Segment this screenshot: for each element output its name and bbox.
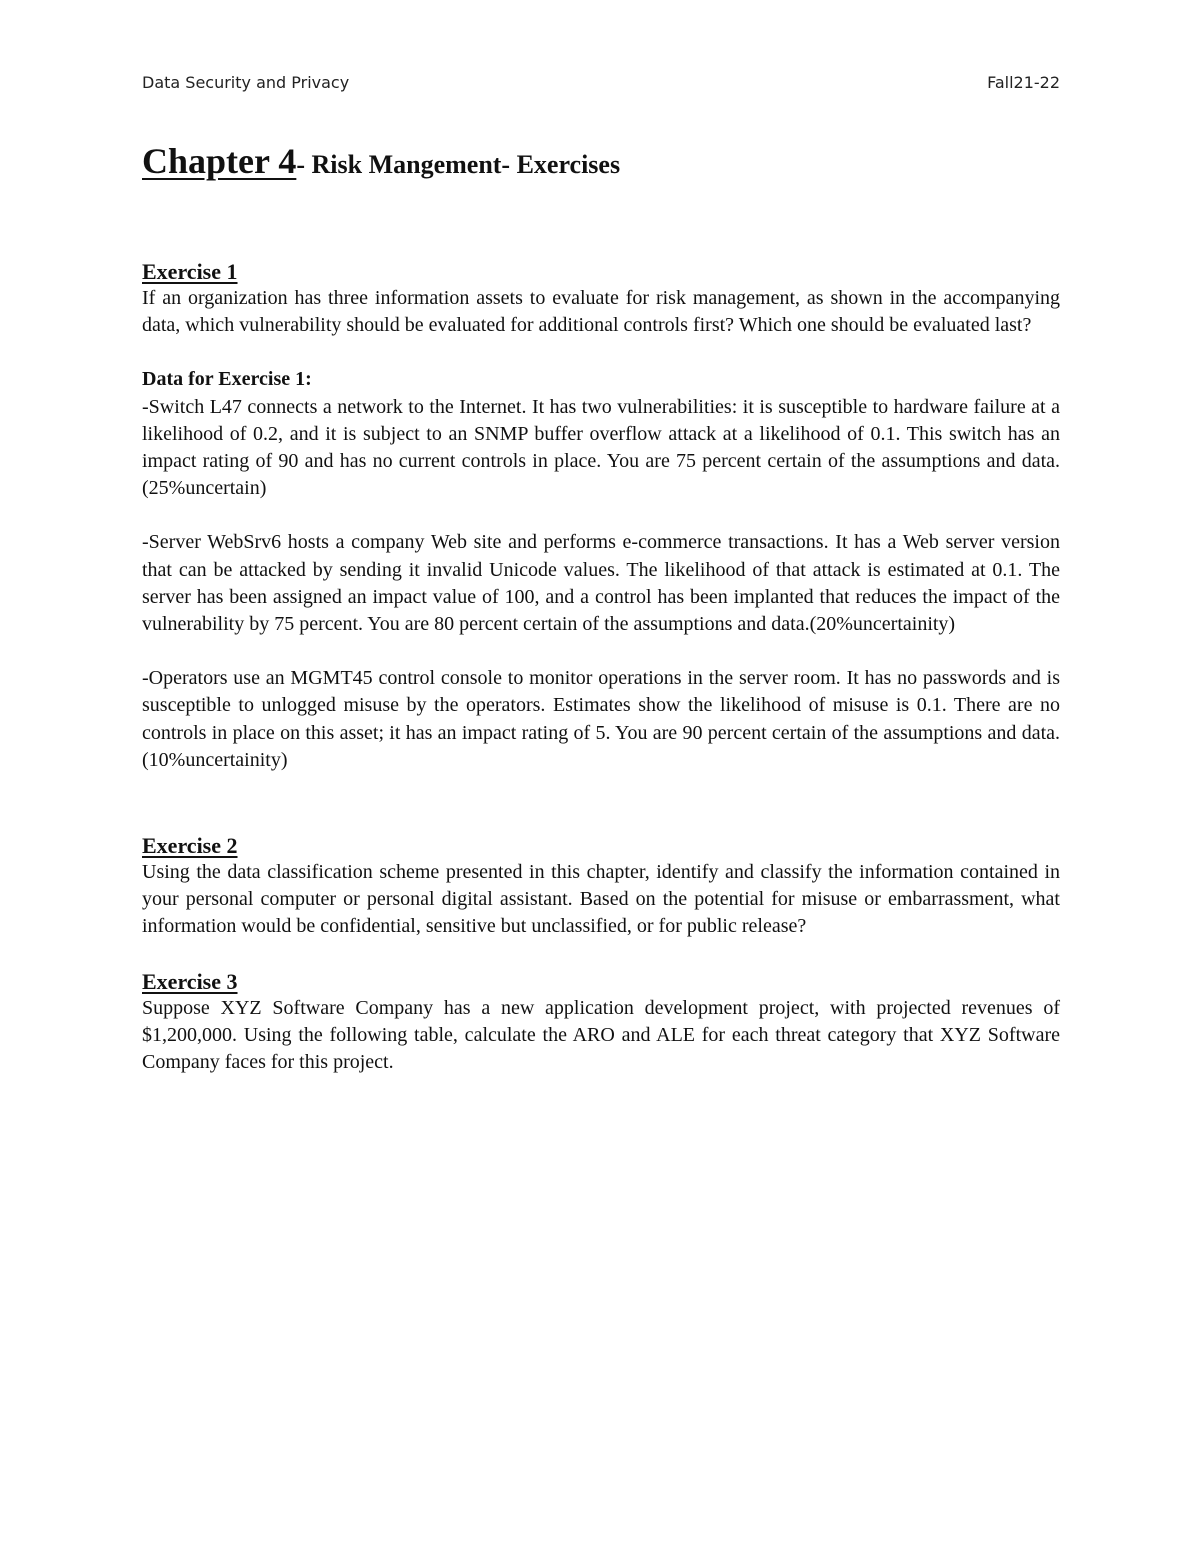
exercise-3-heading: Exercise 3 xyxy=(142,968,238,994)
exercise-2-question: Using the data classification scheme presented in this chapter, identify and classify the information contained in your personal computer or personal digital assistant. Based on the potential for misuse or embarrassment, what information would be confidential, sensitive but unclassified, or for public release? xyxy=(142,861,1060,938)
document-body xyxy=(142,258,1060,1076)
page-header xyxy=(142,73,1060,99)
exercise-2-section xyxy=(142,832,1060,941)
exercise-1-heading: Exercise 1 xyxy=(142,259,238,284)
page-title xyxy=(142,140,1060,182)
exercise-1-data-item: -Server WebSrv6 hosts a company Web site and performs e-commerce transactions. It has a Web server version that can be attacked by sending it invalid Unicode values. The likelihood of that attack is estimated at 0.1. The server has been assigned an impact value of 100, and a control has been implanted that reduces the impact of the vulnerability by 75 percent. You are 80 percent certain of the assumptions and data.(20%uncertainity) xyxy=(142,531,1060,636)
exercise-3-section xyxy=(142,968,1060,1077)
header-semester: Fall21-22 xyxy=(987,73,1060,92)
exercise-1-question: If an organization has three information assets to evaluate for risk management, as shown in the accompanying data, which vulnerability should be evaluated for additional controls first? Which one should be evaluated last? xyxy=(142,287,1060,337)
exercise-1-section xyxy=(142,258,1060,774)
exercise-3-question: Suppose XYZ Software Company has a new application development project, with projected revenues of $1,200,000. Using the following table, calculate the ARO and ALE for each threat category that XYZ Software Company faces for this project. xyxy=(142,996,1060,1074)
chapter-number: Chapter 4 xyxy=(142,141,297,181)
exercise-1-data-item: -Switch L47 connects a network to the Internet. It has two vulnerabilities: it is susceptible to hardware failure at a likelihood of 0.2, and it is subject to an SNMP buffer overflow attack at a likelihood of 0.1. This switch has an impact rating of 90 and has no current controls in place. You are 75 percent certain of the assumptions and data.(25%uncertain) xyxy=(142,395,1060,500)
chapter-subtitle: - Risk Mangement- Exercises xyxy=(296,150,621,179)
header-course-title: Data Security and Privacy xyxy=(142,73,350,92)
exercise-1-data-heading: Data for Exercise 1: xyxy=(142,368,312,391)
exercise-1-data-item: -Operators use an MGMT45 control console to monitor operations in the server room. It has no passwords and is susceptible to unlogged misuse by the operators. Estimates show the likelihood of misuse is 0.1. There are no controls in place on this asset; it has an impact rating of 5. You are 90 percent certain of the assumptions and data.(10%uncertainity) xyxy=(142,667,1060,771)
exercise-2-heading: Exercise 2 xyxy=(142,833,238,859)
